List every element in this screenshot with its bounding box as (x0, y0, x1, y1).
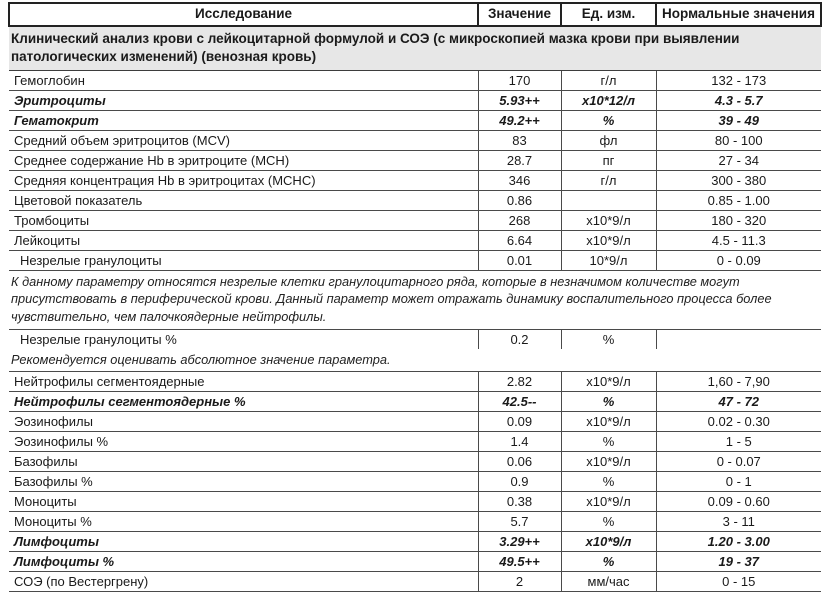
test-value: 0.01 (478, 250, 561, 270)
table-row (9, 412, 821, 432)
test-unit: мм/час (561, 572, 656, 592)
test-range: 300 - 380 (656, 170, 821, 190)
test-value: 28.7 (478, 150, 561, 170)
table-row (9, 452, 821, 472)
test-unit: х10*9/л (561, 230, 656, 250)
results-body (9, 26, 821, 592)
test-unit: х10*9/л (561, 532, 656, 552)
test-value: 49.5++ (478, 552, 561, 572)
test-unit: пг (561, 150, 656, 170)
test-range: 27 - 34 (656, 150, 821, 170)
test-name: Средний объем эритроцитов (MCV) (9, 130, 478, 150)
test-range: 0.09 - 0.60 (656, 492, 821, 512)
test-name: Базофилы % (9, 472, 478, 492)
test-value: 1.4 (478, 432, 561, 452)
test-range: 0 - 0.09 (656, 250, 821, 270)
test-range: 0 - 0.07 (656, 452, 821, 472)
test-name: Среднее содержание Hb в эритроците (MCH) (9, 150, 478, 170)
test-value: 49.2++ (478, 110, 561, 130)
table-row (9, 372, 821, 392)
test-name: Гемоглобин (9, 70, 478, 90)
column-header-value: Значение (478, 3, 561, 26)
test-value: 0.2 (478, 329, 561, 349)
test-value: 5.93++ (478, 90, 561, 110)
column-header-unit: Ед. изм. (561, 3, 656, 26)
test-value: 0.9 (478, 472, 561, 492)
test-value: 42.5-- (478, 392, 561, 412)
test-name: Незрелые гранулоциты (9, 250, 478, 270)
table-row (9, 492, 821, 512)
lab-results-table (8, 2, 822, 592)
table-row (9, 329, 821, 349)
test-value: 0.38 (478, 492, 561, 512)
test-range: 39 - 49 (656, 110, 821, 130)
test-range: 19 - 37 (656, 552, 821, 572)
test-name: Незрелые гранулоциты % (20, 331, 177, 347)
test-range: 0.02 - 0.30 (656, 412, 821, 432)
table-row (9, 572, 821, 592)
test-range: 0 - 15 (656, 572, 821, 592)
header-row (9, 3, 821, 26)
test-name: Эритроциты (9, 90, 478, 110)
test-unit: х10*9/л (561, 452, 656, 472)
test-unit (561, 190, 656, 210)
test-unit: 10*9/л (561, 250, 656, 270)
test-name: Лейкоциты (9, 230, 478, 250)
note-text: К данному параметру относятся незрелые клетки гранулоцитарного ряда, которые в незначимом количестве могут присутствовать в периферической крови. Данный параметр может отражать динамику воспалительного процесса более чувствительно, чем палочкоядерные нейтрофилы. (9, 270, 821, 329)
test-unit: % (561, 392, 656, 412)
test-value: 2.82 (478, 372, 561, 392)
test-value: 2 (478, 572, 561, 592)
test-name: Гематокрит (9, 110, 478, 130)
table-row (9, 90, 821, 110)
test-range: 1.20 - 3.00 (656, 532, 821, 552)
test-unit: % (561, 512, 656, 532)
table-row (9, 150, 821, 170)
test-unit: % (561, 432, 656, 452)
table-row (9, 190, 821, 210)
test-range: 3 - 11 (656, 512, 821, 532)
test-value: 83 (478, 130, 561, 150)
test-name: Моноциты (9, 492, 478, 512)
note-text: Рекомендуется оценивать абсолютное значение параметра. (9, 349, 821, 372)
test-value: 268 (478, 210, 561, 230)
test-unit: г/л (561, 170, 656, 190)
test-name: Лимфоциты % (9, 552, 478, 572)
test-name: Нейтрофилы сегментоядерные % (9, 392, 478, 412)
test-value: 0.09 (478, 412, 561, 432)
table-row (9, 532, 821, 552)
table-row (9, 392, 821, 412)
test-value: 3.29++ (478, 532, 561, 552)
table-row (9, 512, 821, 532)
test-value: 0.86 (478, 190, 561, 210)
table-row (9, 130, 821, 150)
test-name: Цветовой показатель (9, 190, 478, 210)
table-row (9, 432, 821, 452)
section-row (9, 26, 821, 70)
test-name: СОЭ (по Вестергрену) (9, 572, 478, 592)
test-range: 80 - 100 (656, 130, 821, 150)
note-row (9, 270, 821, 329)
test-unit: % (561, 472, 656, 492)
test-unit: х10*9/л (561, 210, 656, 230)
test-range: 1,60 - 7,90 (656, 372, 821, 392)
table-row (9, 552, 821, 572)
table-row (9, 230, 821, 250)
test-name: Тромбоциты (9, 210, 478, 230)
table-row (9, 472, 821, 492)
test-name: Базофилы (9, 452, 478, 472)
table-row (9, 170, 821, 190)
test-value: 0.06 (478, 452, 561, 472)
test-range: 132 - 173 (656, 70, 821, 90)
test-name: Эозинофилы (9, 412, 478, 432)
test-range: 180 - 320 (656, 210, 821, 230)
test-value: 6.64 (478, 230, 561, 250)
table-row (9, 210, 821, 230)
test-name: Эозинофилы % (9, 432, 478, 452)
test-name: Моноциты % (9, 512, 478, 532)
test-value: 170 (478, 70, 561, 90)
test-range (656, 329, 821, 349)
table-row (9, 250, 821, 270)
test-name: Нейтрофилы сегментоядерные (9, 372, 478, 392)
test-unit: % (561, 552, 656, 572)
test-range: 47 - 72 (656, 392, 821, 412)
test-range: 0 - 1 (656, 472, 821, 492)
test-unit: х10*12/л (561, 90, 656, 110)
table-header (9, 3, 821, 26)
test-unit: х10*9/л (561, 372, 656, 392)
test-value: 346 (478, 170, 561, 190)
test-range: 4.3 - 5.7 (656, 90, 821, 110)
test-unit: фл (561, 130, 656, 150)
test-name: Средняя концентрация Hb в эритроцитах (MCHC) (9, 170, 478, 190)
test-name: Лимфоциты (9, 532, 478, 552)
table-row (9, 110, 821, 130)
table-row (9, 70, 821, 90)
note-row (9, 349, 821, 372)
test-range: 1 - 5 (656, 432, 821, 452)
test-unit: г/л (561, 70, 656, 90)
test-unit: % (561, 329, 656, 349)
section-title: Клинический анализ крови с лейкоцитарной формулой и СОЭ (с микроскопией мазка крови при выявлении патологических изменений) (венозная кровь) (9, 26, 821, 70)
test-unit: х10*9/л (561, 412, 656, 432)
test-range: 0.85 - 1.00 (656, 190, 821, 210)
column-header-range: Нормальные значения (656, 3, 821, 26)
column-header-test: Исследование (9, 3, 478, 26)
test-unit: х10*9/л (561, 492, 656, 512)
test-value: 5.7 (478, 512, 561, 532)
test-range: 4.5 - 11.3 (656, 230, 821, 250)
test-unit: % (561, 110, 656, 130)
